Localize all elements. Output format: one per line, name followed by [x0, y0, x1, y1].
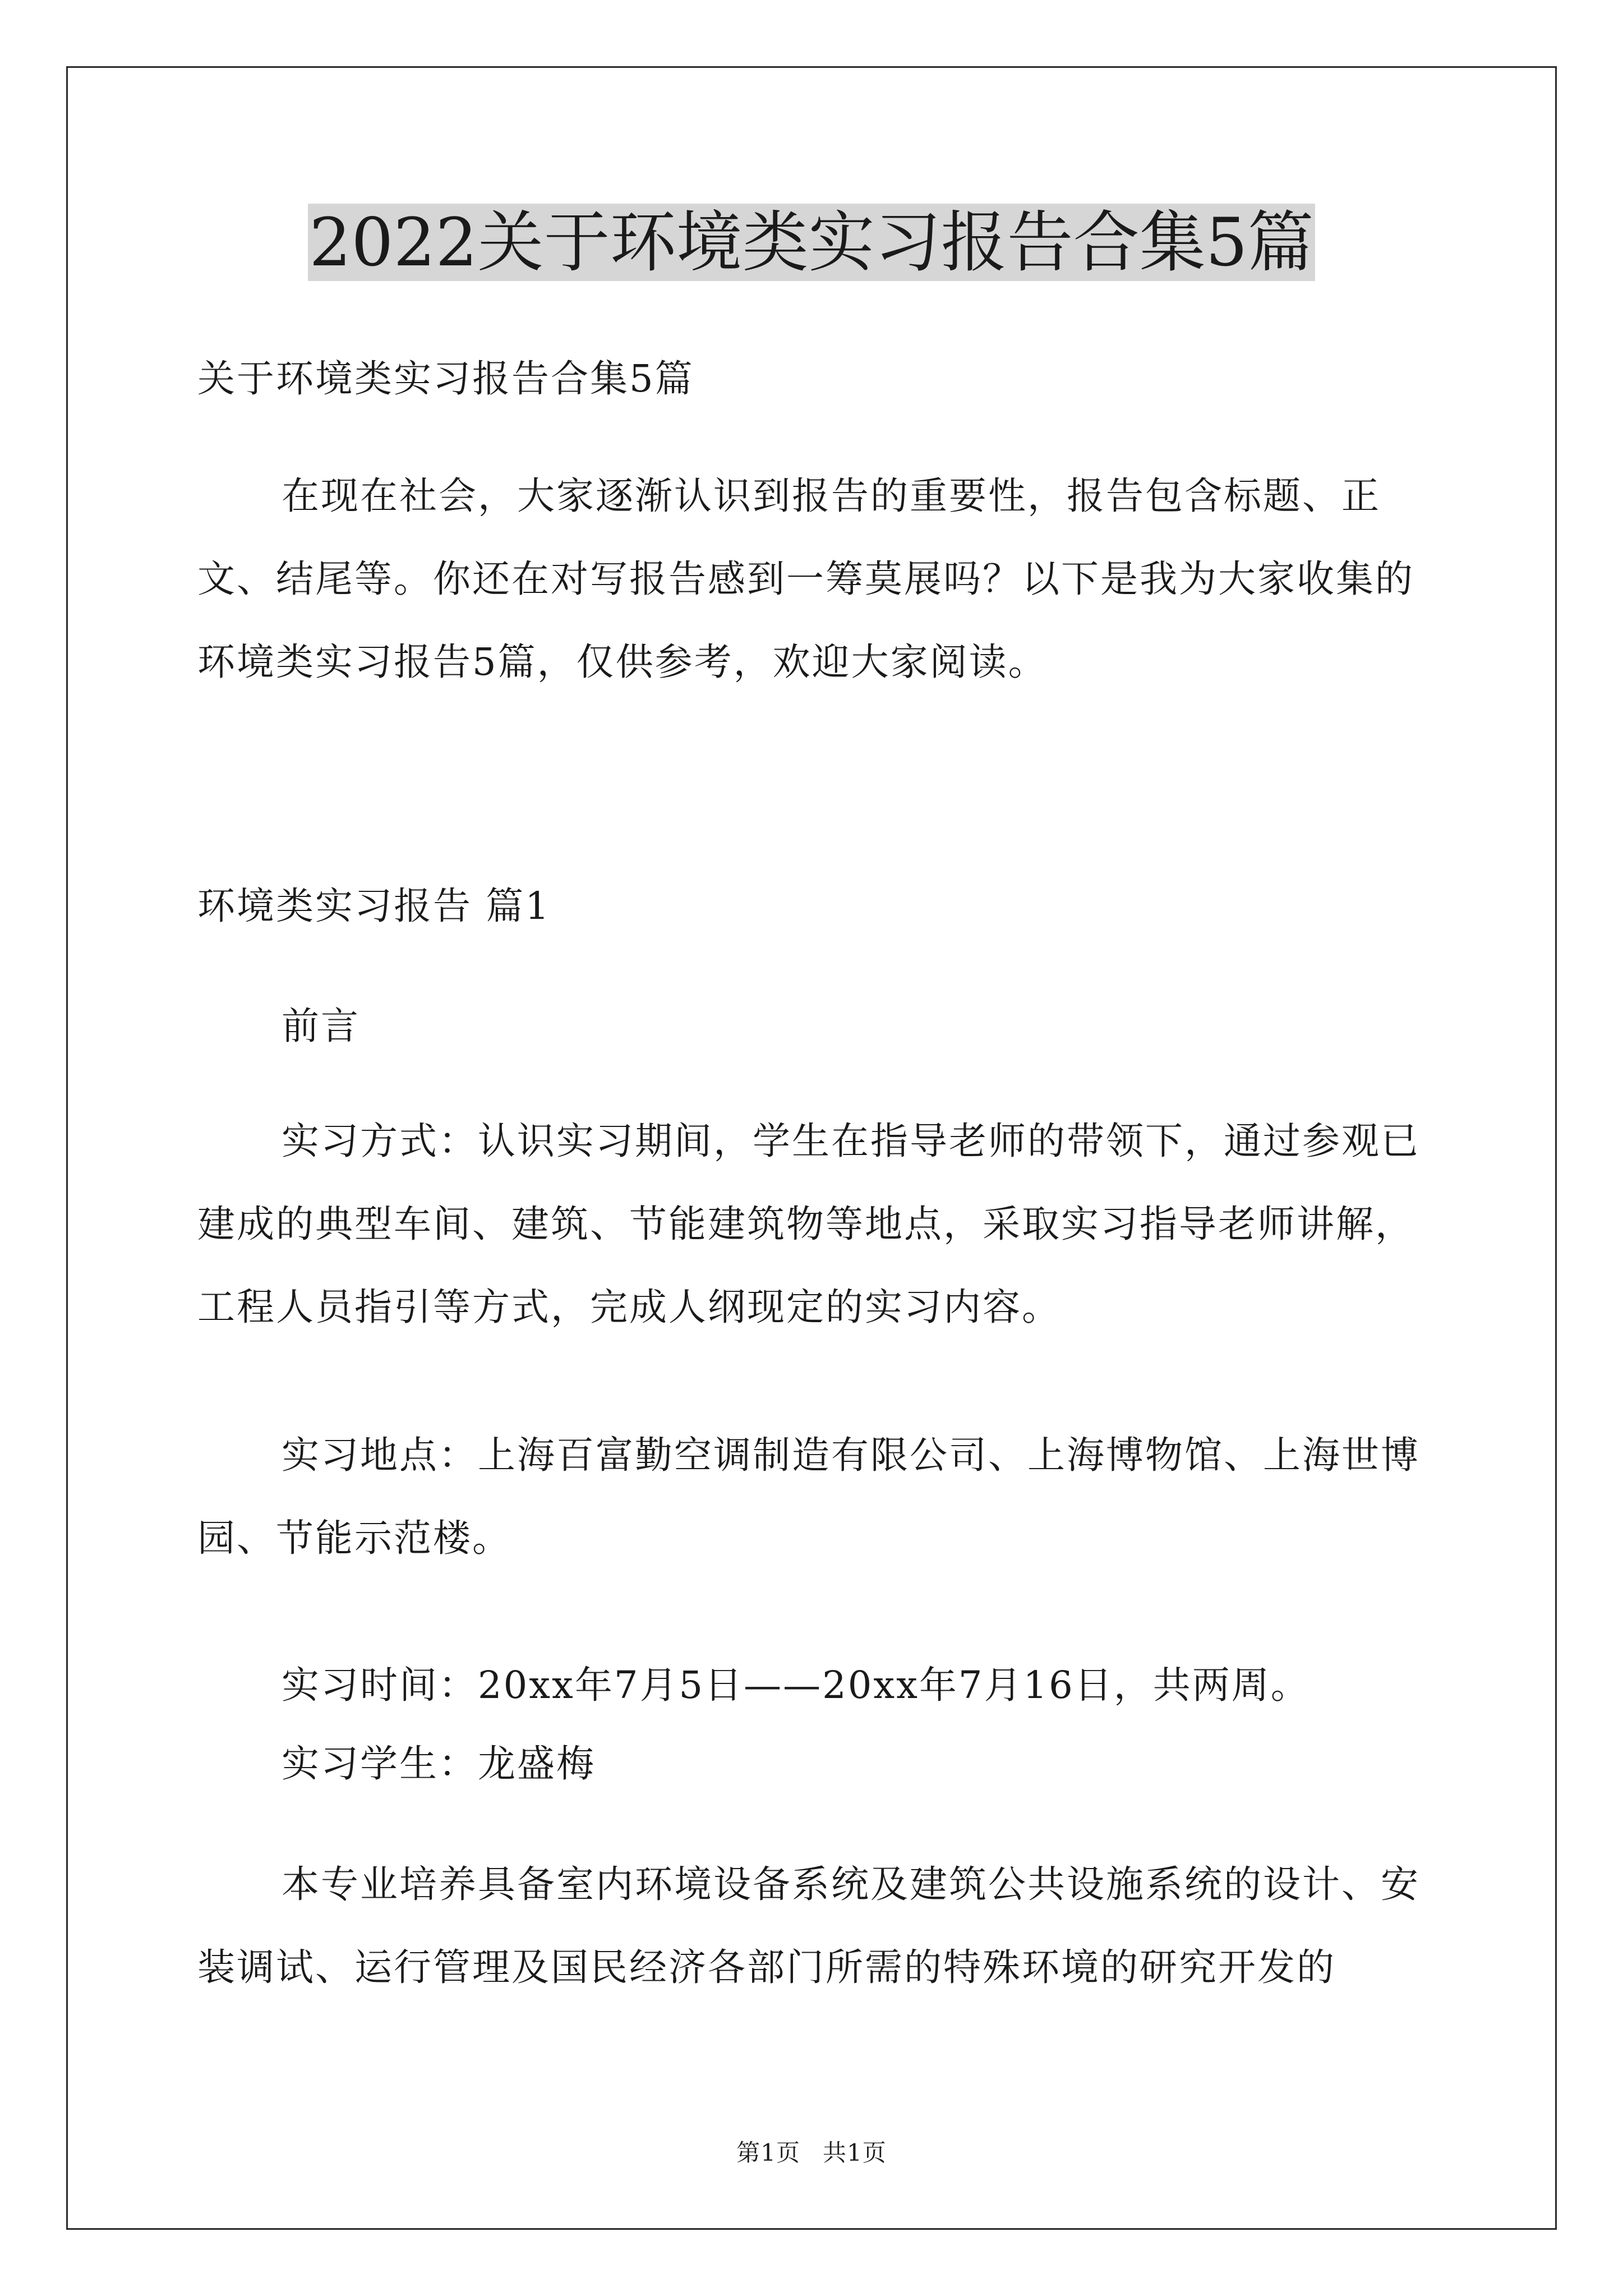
- time-paragraph: 实习时间：20xx年7月5日——20xx年7月16日，共两周。: [282, 1663, 1310, 1707]
- document-title-text: 2022关于环境类实习报告合集5篇: [309, 204, 1314, 281]
- method-paragraph: 实习方式：认识实习期间，学生在指导老师的带领下，通过参观已建成的典型车间、建筑、节能建筑物等地点，采取实习指导老师讲解，工程人员指引等方式，完成人纲现定的实习内容。: [197, 1119, 1420, 1329]
- document-subtitle: 关于环境类实习报告合集5篇: [197, 357, 694, 401]
- page-footer: [0, 2136, 1623, 2170]
- page-number-current: 第1页: [736, 2139, 800, 2166]
- location-paragraph: 实习地点：上海百富勤空调制造有限公司、上海博物馆、上海世博园、节能示范楼。: [197, 1433, 1420, 1560]
- page-number-total: 共1页: [823, 2139, 887, 2166]
- section-heading: 环境类实习报告 篇1: [197, 884, 551, 928]
- document-title: [0, 197, 1623, 287]
- preface-paragraph: 前言: [282, 1004, 360, 1048]
- intro-paragraph: 在现在社会，大家逐渐认识到报告的重要性，报告包含标题、正文、结尾等。你还在对写报告感到一筹莫展吗？以下是我为大家收集的环境类实习报告5篇，仅供参考，欢迎大家阅读。: [197, 474, 1414, 684]
- major-paragraph: 本专业培养具备室内环境设备系统及建筑公共设施系统的设计、安装调试、运行管理及国民经济各部门所需的特殊环境的研究开发的: [197, 1862, 1420, 1989]
- student-paragraph: 实习学生：龙盛梅: [282, 1742, 596, 1786]
